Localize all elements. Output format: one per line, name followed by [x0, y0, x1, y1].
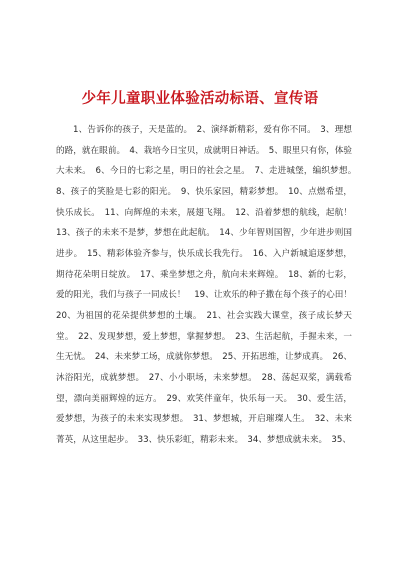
slogan-list-text: 1、告诉你的孩子，天是蓝的。 2、演绎新精彩，爱有你不同。 3、理想的路，就在眼前。 4、栽培今日宝贝，成就明日神话。 5、眼里只有你，体验大未来。 6、今日的七彩之星，明日的社会之星。 7、走进城堡，编织梦想。 8、孩子的笑脸是七彩的阳光。 9、快乐家园，精彩梦想。 10、点燃希望，快乐成长。 11、向辉煌的未来，展翅飞翔。 12、沿着梦想的航线，起航！ 13、孩子的未来不是梦，梦想在此起航。 14、少年智则国智，少年进步则国进步。 15、精彩体验齐参与，快乐成长我先行。 16、入户新城追逐梦想，期待花朵明日绽放。 17、乘坐梦想之舟，航向未来辉煌。 18、新的七彩，爱的阳光，我们与孩子一同成长！ 19、让欢乐的种子撒在每个孩子的心田！ 20、为祖国的花朵提供梦想的土壤。 21、社会实践大课堂，孩子成长梦天堂。 22、发现梦想，爱上梦想，掌握梦想。 23、生活起航，手握未来，一生无忧。 24、未来梦工场，成就你梦想。 25、开拓思维，让梦成真。 26、沐浴阳光，成就梦想。 27、小小职场，未来梦想。 28、荡起双桨，满载希望，漂向美丽辉煌的远方。 29、欢笑伴童年，快乐每一天。 30、爱生活，爱梦想，为孩子的未来实现梦想。 31、梦想城，开启璀璨人生。 32、未来菁英，从这里起步。 33、快乐彩虹，精彩未来。 34、梦想成就未来。 35、 — [56, 125, 361, 445]
document-title: 少年儿童职业体验活动标语、宣传语 — [81, 91, 319, 107]
